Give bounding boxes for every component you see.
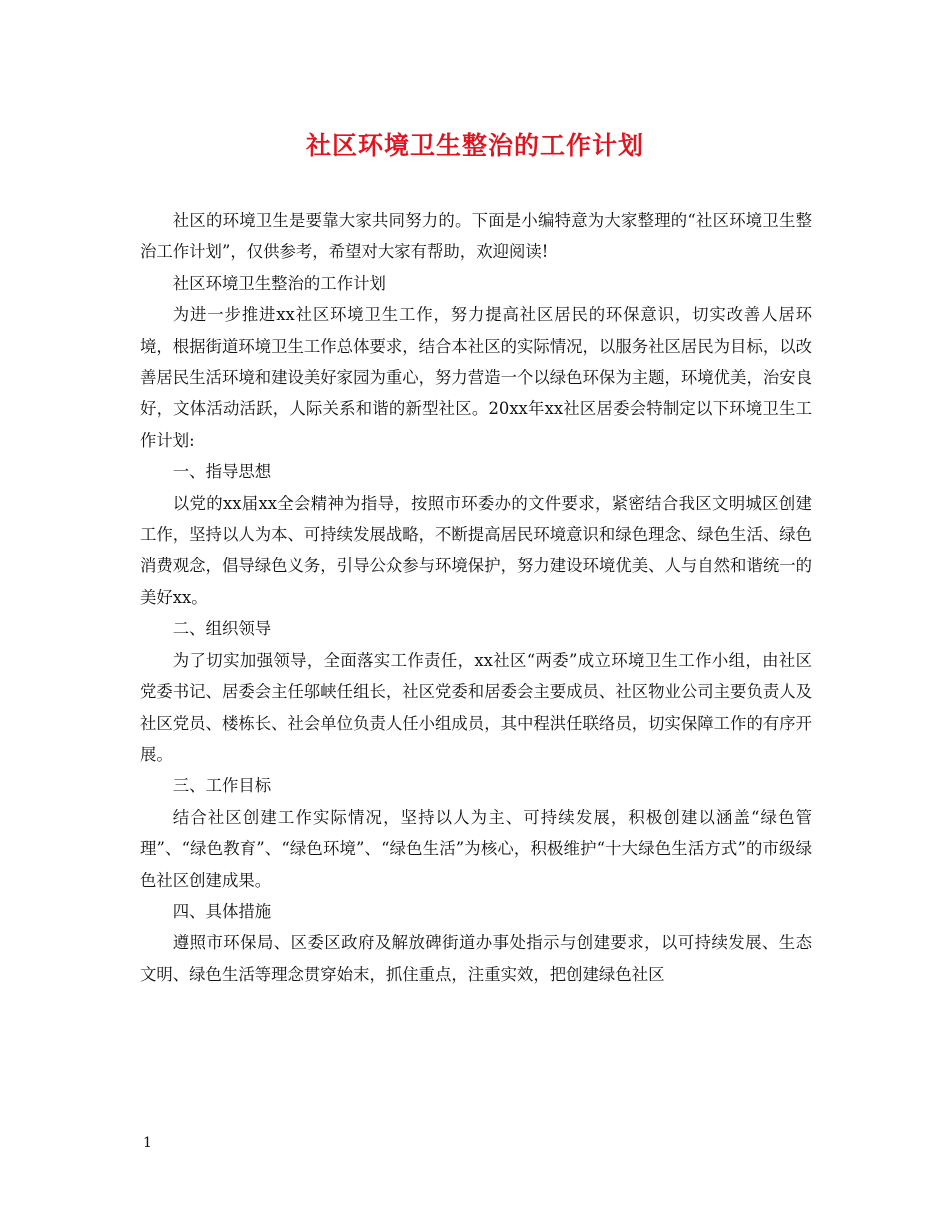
section-heading-organization: 二、组织领导 [172, 619, 272, 639]
subtitle-heading: 社区环境卫生整治的工作计划 [172, 273, 386, 293]
page-number: 1 [143, 1135, 152, 1151]
section-heading-measures: 四、具体措施 [172, 901, 272, 921]
body-paragraph: 为了切实加强领导，全面落实工作责任，xx社区“两委”成立环境卫生工作小组，由社区党委书记、居委会主任邬峡任组长，社区党委和居委会主要成员、社区物业公司主要负责人及社区党员、楼栋长、社会单位负责人任小组成员，其中程洪任联络员，切实保障工作的有序开展。 [140, 650, 813, 764]
document-body [140, 205, 812, 990]
body-paragraph: 结合社区创建工作实际情况，坚持以人为主、可持续发展，积极创建以涵盖“绿色管理”、“绿色教育”、“绿色环境”、“绿色生活”为核心，积极维护“十大绿色生活方式”的市级绿色社区创建成果。 [140, 807, 812, 890]
section-heading-guiding-ideology: 一、指导思想 [172, 462, 272, 482]
body-paragraph: 遵照市环保局、区委区政府及解放碑街道办事处指示与创建要求，以可持续发展、生态文明、绿色生活等理念贯穿始末，抓住重点，注重实效，把创建绿色社区 [140, 933, 812, 984]
section-heading-goals: 三、工作目标 [172, 776, 272, 796]
document-title: 社区环境卫生整治的工作计划 [305, 131, 644, 160]
body-paragraph: 为进一步推进xx社区环境卫生工作，努力提高社区居民的环保意识，切实改善人居环境，根据街道环境卫生工作总体要求，结合本社区的实际情况，以服务社区居民为目标，以改善居民生活环境和建设美好家园为重心，努力营造一个以绿色环保为主题，环境优美，治安良好，文体活动活跃，人际关系和谐的新型社区。20xx年xx社区居委会特制定以下环境卫生工作计划: [140, 305, 813, 450]
intro-paragraph: 社区的环境卫生是要靠大家共同努力的。下面是小编特意为大家整理的“社区环境卫生整治工作计划”，仅供参考，希望对大家有帮助，欢迎阅读! [140, 211, 812, 262]
body-paragraph: 以党的xx届xx全会精神为指导，按照市环委办的文件要求，紧密结合我区文明城区创建工作，坚持以人为本、可持续发展战略，不断提高居民环境意识和绿色理念、绿色生活、绿色消费观念，倡导绿色义务，引导公众参与环境保护，努力建设环境优美、人与自然和谐统一的美好xx。 [140, 493, 813, 607]
